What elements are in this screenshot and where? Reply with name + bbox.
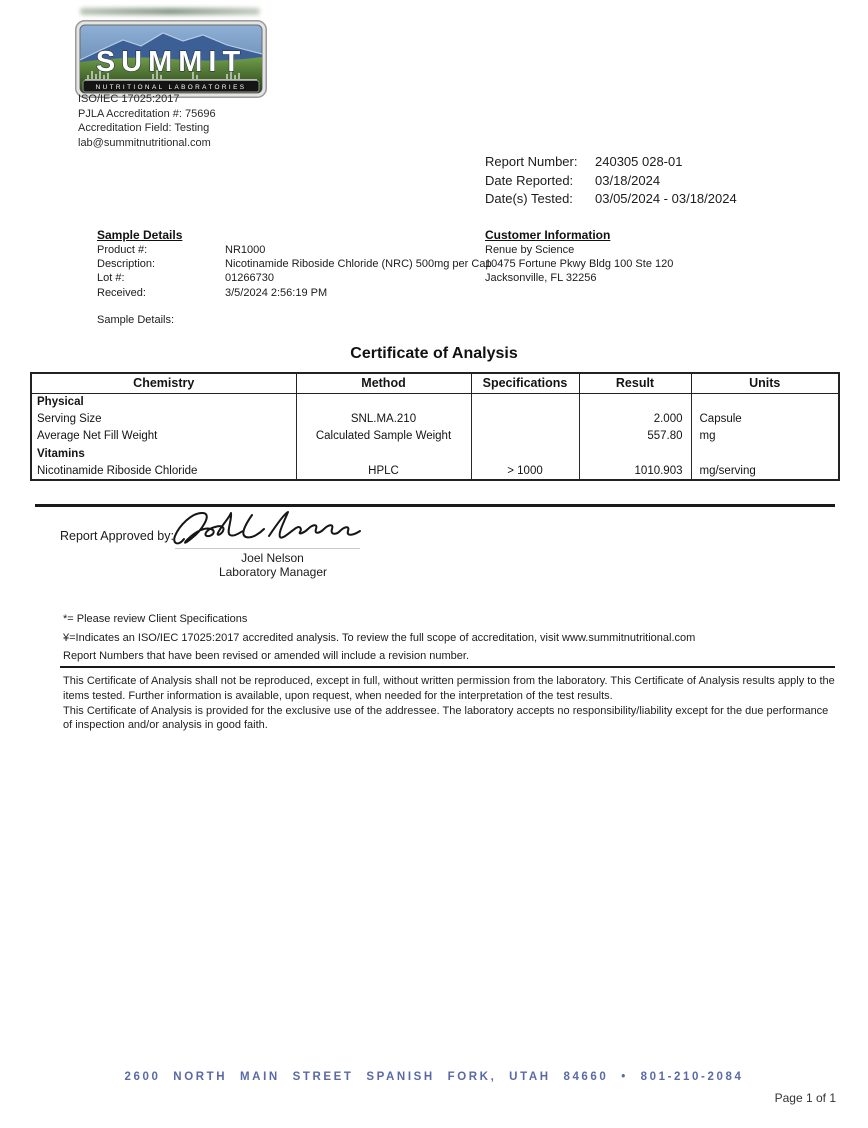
table-row — [31, 463, 839, 480]
report-info-row-value: 03/05/2024 - 03/18/2024 — [595, 191, 737, 206]
signature-image — [170, 506, 365, 552]
cell-units: mg/serving — [691, 463, 839, 480]
sample-detail-row — [97, 243, 492, 257]
sample-detail-row — [97, 271, 492, 285]
cell-method — [296, 393, 471, 410]
sample-details-extra-label: Sample Details: — [97, 314, 175, 326]
note-line: ¥=Indicates an ISO/IEC 17025:2017 accredited analysis. To review the full scope of accreditation, visit www.summitnutritional.com — [63, 631, 696, 644]
cell-units — [691, 445, 839, 462]
report-info — [485, 153, 737, 209]
sample-detail-row-value: NR1000 — [225, 244, 266, 256]
scan-artifact — [80, 8, 260, 15]
cell-specifications — [471, 428, 579, 445]
cell-method: HPLC — [296, 463, 471, 480]
table-row — [31, 393, 839, 410]
summit-logo — [75, 20, 267, 98]
approver-name: Joel Nelson — [241, 551, 304, 565]
signature-line — [175, 548, 360, 549]
sample-detail-row — [97, 257, 492, 271]
accreditation-line: ISO/IEC 17025:2017 — [78, 93, 180, 105]
coa-table — [30, 372, 840, 481]
accreditation-line: lab@summitnutritional.com — [78, 136, 211, 149]
sample-detail-row-value: Nicotinamide Riboside Chloride (NRC) 500mg per Cap — [225, 258, 492, 271]
table-row — [31, 445, 839, 462]
cell-chemistry: Vitamins — [31, 445, 296, 462]
page-indicator: Page 1 of 1 — [774, 1091, 836, 1105]
report-info-row — [485, 172, 737, 191]
report-info-row-label: Report Number: — [485, 154, 578, 169]
column-header: Method — [296, 373, 471, 393]
cell-chemistry: Physical — [31, 393, 296, 410]
cell-specifications: > 1000 — [471, 463, 579, 480]
report-info-row-label: Date(s) Tested: — [485, 191, 573, 206]
cell-units — [691, 393, 839, 410]
sample-detail-row — [97, 286, 492, 300]
footer-address: 2600 NORTH MAIN STREET SPANISH FORK, UTAH 84660 • 801-210-2084 — [124, 1071, 744, 1083]
report-info-row — [485, 153, 737, 172]
note-line: Report Numbers that have been revised or amended will include a revision number. — [63, 650, 469, 662]
sample-detail-row-label: Lot #: — [97, 272, 125, 285]
cell-method: Calculated Sample Weight — [296, 428, 471, 445]
cell-units: Capsule — [691, 410, 839, 427]
cell-units: mg — [691, 428, 839, 445]
customer-information-heading: Customer Information — [485, 228, 611, 242]
sample-detail-row-value: 3/5/2024 2:56:19 PM — [225, 286, 328, 299]
note-line: *= Please review Client Specifications — [63, 613, 248, 625]
divider-rule-top — [35, 504, 835, 507]
cell-specifications — [471, 393, 579, 410]
column-header: Chemistry — [31, 373, 296, 393]
coa-table-head-row — [31, 373, 839, 393]
report-info-row-value: 240305 028-01 — [595, 154, 683, 169]
report-info-row-label: Date Reported: — [485, 172, 574, 188]
cell-method: SNL.MA.210 — [296, 410, 471, 427]
cell-result: 557.80 — [579, 428, 691, 445]
signature — [170, 506, 365, 552]
divider-rule-bottom — [60, 666, 835, 668]
cell-result: 1010.903 — [579, 463, 691, 480]
accreditation-line: Accreditation Field: Testing — [78, 122, 210, 135]
sample-detail-row-label: Description: — [97, 258, 156, 271]
sample-detail-row-value: 01266730 — [225, 272, 274, 285]
report-approved-by-label: Report Approved by: — [60, 529, 174, 543]
sample-detail-row-label: Product #: — [97, 244, 148, 256]
disclaimer-paragraph: This Certificate of Analysis shall not be reproduced, except in full, without written permission from the laboratory. This Certificate of Analysis results apply to the items tested. Further information is available, upon request, when needed for the interpretation of the test results. — [63, 675, 835, 702]
cell-result — [579, 393, 691, 410]
cell-chemistry: Serving Size — [31, 410, 296, 427]
cell-specifications — [471, 445, 579, 462]
notes-block — [63, 613, 695, 669]
accreditation-block — [78, 92, 216, 150]
customer-line: Renue by Science — [485, 244, 575, 256]
disclaimer-block — [63, 674, 837, 733]
approver-title: Laboratory Manager — [218, 565, 328, 579]
cell-result: 2.000 — [579, 410, 691, 427]
sample-rows — [97, 243, 492, 300]
disclaimer-paragraph: This Certificate of Analysis is provided for the exclusive use of the addressee. The laboratory accepts no responsibility/liability except for the due performance of inspection and/or analysis in good faith. — [63, 704, 829, 732]
column-header: Result — [579, 373, 691, 393]
table-row — [31, 428, 839, 445]
customer-line: 10475 Fortune Pkwy Bldg 100 Ste 120 — [485, 258, 674, 271]
cell-specifications — [471, 410, 579, 427]
cell-chemistry: Nicotinamide Riboside Chloride — [31, 463, 296, 480]
coa-table-body — [31, 393, 839, 480]
sample-details-heading: Sample Details — [97, 228, 183, 242]
table-row — [31, 410, 839, 427]
cell-chemistry: Average Net Fill Weight — [31, 428, 296, 445]
certificate-title: Certificate of Analysis — [350, 345, 518, 362]
customer-line: Jacksonville, FL 32256 — [485, 272, 597, 285]
summit-logo-image — [75, 20, 267, 98]
accreditation-line: PJLA Accreditation #: 75696 — [78, 107, 216, 120]
sample-detail-row-label: Received: — [97, 286, 146, 299]
cell-result — [579, 445, 691, 462]
report-info-row — [485, 190, 737, 209]
column-header: Units — [691, 373, 839, 393]
logo-brand-text: SUMMIT — [95, 46, 247, 78]
cell-method — [296, 445, 471, 462]
customer-lines — [485, 243, 673, 286]
column-header: Specifications — [471, 373, 579, 393]
logo-subtitle-text: NUTRITIONAL LABORATORIES — [95, 83, 247, 91]
report-info-row-value: 03/18/2024 — [595, 172, 661, 188]
